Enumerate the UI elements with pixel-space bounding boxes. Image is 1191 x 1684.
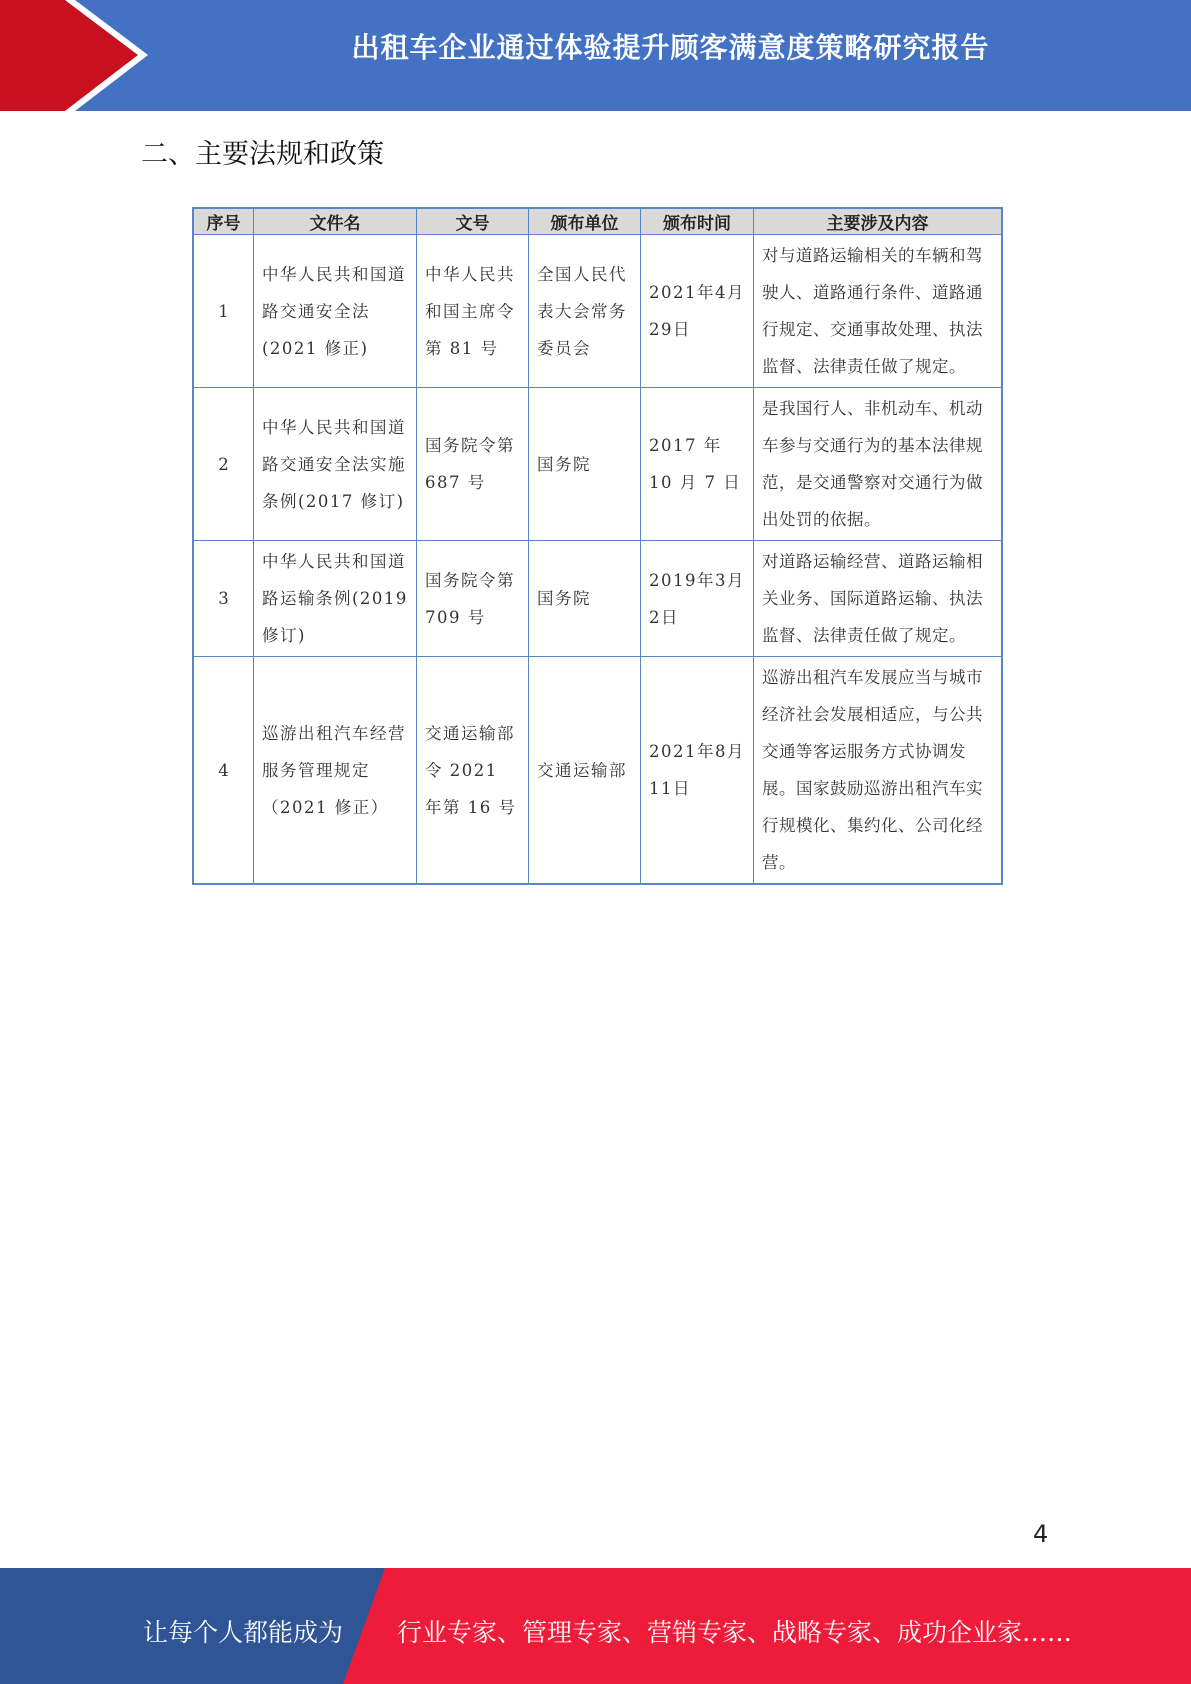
- cell-name: 中华人民共和国道路交通安全法(2021 修正): [254, 235, 417, 388]
- cell-content: 对道路运输经营、道路运输相关业务、国际道路运输、执法监督、法律责任做了规定。: [754, 541, 1003, 657]
- footer-slogan-left: 让每个人都能成为: [143, 1618, 344, 1647]
- header-arrow-decoration: [0, 0, 160, 111]
- cell-doc: 中华人民共和国主席令第 81 号: [417, 235, 529, 388]
- cell-date: 2019年3月2日: [641, 541, 754, 657]
- cell-date: 2021年8月11日: [641, 657, 754, 885]
- footer-slogan-right: 行业专家、管理专家、营销专家、战略专家、成功企业家……: [397, 1618, 1073, 1647]
- cell-no: 3: [193, 541, 254, 657]
- cell-date: 2017 年 10 月 7 日: [641, 388, 754, 541]
- table-row: [193, 541, 1002, 657]
- column-header-date: 颁布时间: [641, 208, 754, 235]
- report-title: 出租车企业通过体验提升顾客满意度策略研究报告: [351, 31, 990, 64]
- cell-name: 中华人民共和国道路运输条例(2019 修订): [254, 541, 417, 657]
- column-header-doc: 文号: [417, 208, 529, 235]
- table-row: [193, 235, 1002, 388]
- cell-doc: 国务院令第 709 号: [417, 541, 529, 657]
- column-header-unit: 颁布单位: [529, 208, 641, 235]
- cell-date: 2021年4月29日: [641, 235, 754, 388]
- cell-unit: 国务院: [529, 541, 641, 657]
- column-header-no: 序号: [193, 208, 254, 235]
- regulations-table: [192, 207, 1003, 885]
- footer-band: [0, 1568, 1191, 1684]
- cell-no: 1: [193, 235, 254, 388]
- column-header-name: 文件名: [254, 208, 417, 235]
- cell-name: 中华人民共和国道路交通安全法实施条例(2017 修订): [254, 388, 417, 541]
- cell-unit: 交通运输部: [529, 657, 641, 885]
- cell-no: 2: [193, 388, 254, 541]
- cell-doc: 交通运输部令 2021 年第 16 号: [417, 657, 529, 885]
- table-row: [193, 388, 1002, 541]
- page-number: 4: [1033, 1520, 1049, 1548]
- cell-content: 巡游出租汽车发展应当与城市经济社会发展相适应，与公共交通等客运服务方式协调发展。国家鼓励巡游出租汽车实行规模化、集约化、公司化经营。: [754, 657, 1003, 885]
- cell-unit: 国务院: [529, 388, 641, 541]
- header-band: [0, 0, 1191, 111]
- section-heading: 二、主要法规和政策: [141, 139, 384, 170]
- cell-no: 4: [193, 657, 254, 885]
- cell-name: 巡游出租汽车经营服务管理规定（2021 修正）: [254, 657, 417, 885]
- cell-content: 对与道路运输相关的车辆和驾驶人、道路通行条件、道路通行规定、交通事故处理、执法监督、法律责任做了规定。: [754, 235, 1003, 388]
- cell-unit: 全国人民代表大会常务委员会: [529, 235, 641, 388]
- cell-doc: 国务院令第 687 号: [417, 388, 529, 541]
- cell-content: 是我国行人、非机动车、机动车参与交通行为的基本法律规范，是交通警察对交通行为做出处罚的依据。: [754, 388, 1003, 541]
- column-header-content: 主要涉及内容: [754, 208, 1003, 235]
- table-row: [193, 657, 1002, 885]
- table-header-row: [193, 208, 1002, 235]
